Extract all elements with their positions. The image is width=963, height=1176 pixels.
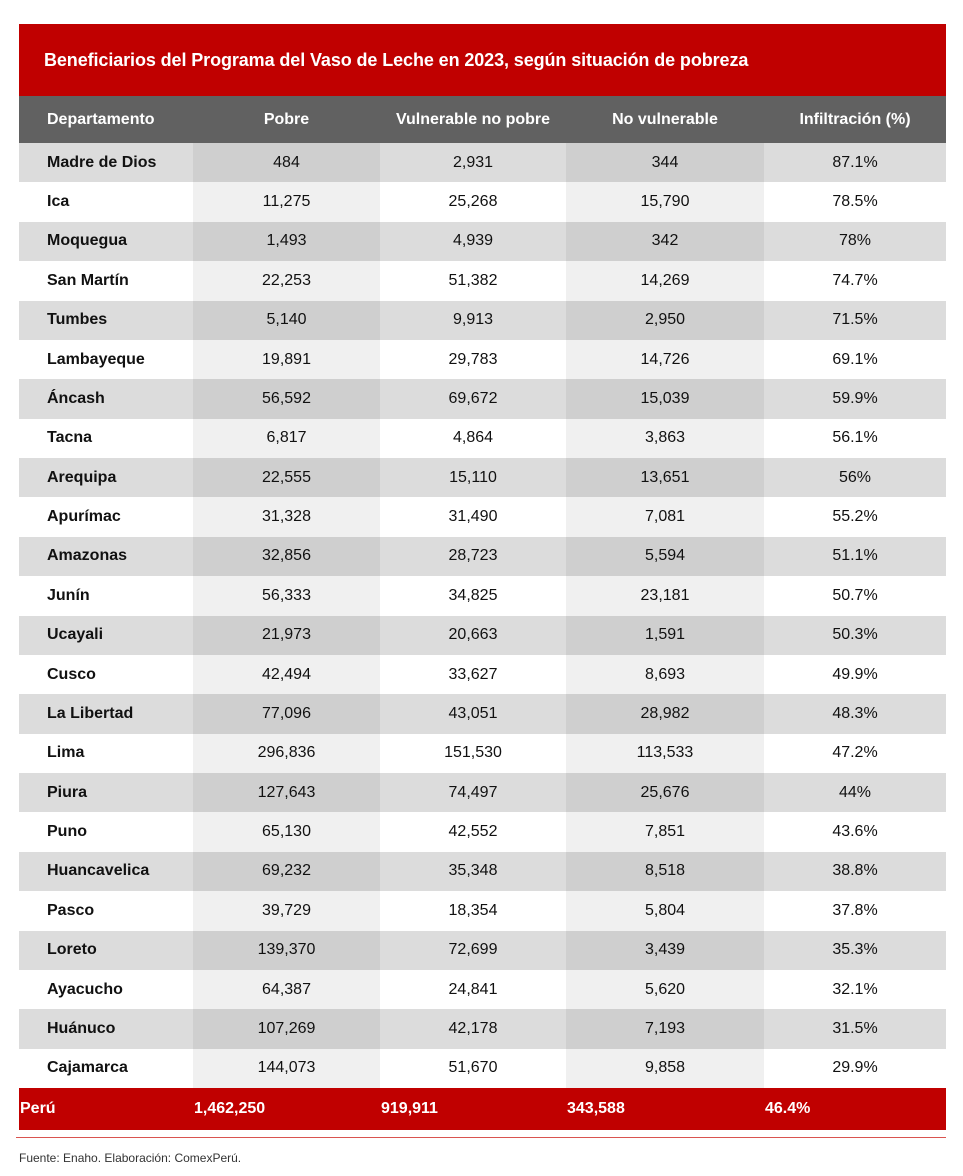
cell-infiltracion: 78.5%	[764, 182, 946, 221]
cell-departamento: Ucayali	[19, 616, 193, 655]
cell-no-vulnerable: 14,726	[566, 340, 764, 379]
cell-no-vulnerable: 5,804	[566, 891, 764, 930]
cell-vulnerable-no-pobre: 4,864	[380, 419, 566, 458]
column-header-vulnerable-no-pobre: Vulnerable no pobre	[380, 96, 566, 143]
cell-pobre: 6,817	[193, 419, 380, 458]
cell-no-vulnerable: 5,594	[566, 537, 764, 576]
cell-departamento: Piura	[19, 773, 193, 812]
cell-no-vulnerable: 5,620	[566, 970, 764, 1009]
cell-departamento: Madre de Dios	[19, 143, 193, 182]
cell-pobre: 139,370	[193, 931, 380, 970]
table-row	[19, 458, 946, 497]
cell-vulnerable-no-pobre: 18,354	[380, 891, 566, 930]
cell-infiltracion: 44%	[764, 773, 946, 812]
cell-vulnerable-no-pobre: 25,268	[380, 182, 566, 221]
cell-pobre: 22,253	[193, 261, 380, 300]
cell-infiltracion: 29.9%	[764, 1049, 946, 1088]
total-label: Perú	[19, 1088, 193, 1130]
cell-infiltracion: 50.7%	[764, 576, 946, 615]
cell-pobre: 107,269	[193, 1009, 380, 1048]
table-figure	[19, 24, 946, 1130]
cell-infiltracion: 56.1%	[764, 419, 946, 458]
cell-infiltracion: 87.1%	[764, 143, 946, 182]
cell-pobre: 69,232	[193, 852, 380, 891]
cell-infiltracion: 35.3%	[764, 931, 946, 970]
column-header-departamento: Departamento	[19, 96, 193, 143]
cell-pobre: 22,555	[193, 458, 380, 497]
cell-no-vulnerable: 344	[566, 143, 764, 182]
cell-vulnerable-no-pobre: 4,939	[380, 222, 566, 261]
table-row	[19, 1049, 946, 1088]
table-row	[19, 379, 946, 418]
cell-no-vulnerable: 342	[566, 222, 764, 261]
cell-infiltracion: 47.2%	[764, 734, 946, 773]
cell-departamento: Ayacucho	[19, 970, 193, 1009]
cell-vulnerable-no-pobre: 2,931	[380, 143, 566, 182]
cell-pobre: 77,096	[193, 694, 380, 733]
cell-no-vulnerable: 1,591	[566, 616, 764, 655]
cell-departamento: Puno	[19, 812, 193, 851]
table-row	[19, 340, 946, 379]
cell-infiltracion: 74.7%	[764, 261, 946, 300]
cell-vulnerable-no-pobre: 72,699	[380, 931, 566, 970]
cell-no-vulnerable: 2,950	[566, 301, 764, 340]
cell-pobre: 144,073	[193, 1049, 380, 1088]
table-title: Beneficiarios del Programa del Vaso de Leche en 2023, según situación de pobreza	[19, 24, 946, 96]
cell-vulnerable-no-pobre: 42,552	[380, 812, 566, 851]
table-row	[19, 143, 946, 182]
cell-vulnerable-no-pobre: 74,497	[380, 773, 566, 812]
data-table	[19, 96, 946, 1130]
cell-pobre: 484	[193, 143, 380, 182]
table-row	[19, 1009, 946, 1048]
cell-infiltracion: 55.2%	[764, 497, 946, 536]
cell-no-vulnerable: 15,039	[566, 379, 764, 418]
cell-pobre: 56,592	[193, 379, 380, 418]
cell-departamento: Tumbes	[19, 301, 193, 340]
column-header-no-vulnerable: No vulnerable	[566, 96, 764, 143]
table-row	[19, 773, 946, 812]
cell-no-vulnerable: 9,858	[566, 1049, 764, 1088]
cell-departamento: Lima	[19, 734, 193, 773]
cell-infiltracion: 32.1%	[764, 970, 946, 1009]
cell-departamento: Tacna	[19, 419, 193, 458]
cell-departamento: Lambayeque	[19, 340, 193, 379]
cell-vulnerable-no-pobre: 24,841	[380, 970, 566, 1009]
source-note: Fuente: Enaho. Elaboración: ComexPerú.	[19, 1151, 242, 1165]
table-row	[19, 182, 946, 221]
cell-vulnerable-no-pobre: 35,348	[380, 852, 566, 891]
cell-vulnerable-no-pobre: 34,825	[380, 576, 566, 615]
total-vulnerable-no-pobre: 919,911	[380, 1088, 566, 1130]
table-row	[19, 497, 946, 536]
cell-no-vulnerable: 8,693	[566, 655, 764, 694]
cell-pobre: 1,493	[193, 222, 380, 261]
cell-departamento: Cusco	[19, 655, 193, 694]
table-row	[19, 931, 946, 970]
footer-divider	[16, 1137, 946, 1138]
cell-pobre: 56,333	[193, 576, 380, 615]
cell-infiltracion: 51.1%	[764, 537, 946, 576]
cell-pobre: 21,973	[193, 616, 380, 655]
cell-vulnerable-no-pobre: 28,723	[380, 537, 566, 576]
cell-departamento: San Martín	[19, 261, 193, 300]
cell-vulnerable-no-pobre: 69,672	[380, 379, 566, 418]
cell-pobre: 31,328	[193, 497, 380, 536]
cell-departamento: Junín	[19, 576, 193, 615]
column-header-infiltracion: Infiltración (%)	[764, 96, 946, 143]
cell-vulnerable-no-pobre: 31,490	[380, 497, 566, 536]
cell-pobre: 32,856	[193, 537, 380, 576]
column-header-pobre: Pobre	[193, 96, 380, 143]
cell-infiltracion: 78%	[764, 222, 946, 261]
cell-no-vulnerable: 7,193	[566, 1009, 764, 1048]
cell-no-vulnerable: 23,181	[566, 576, 764, 615]
cell-departamento: Arequipa	[19, 458, 193, 497]
cell-infiltracion: 56%	[764, 458, 946, 497]
total-row	[19, 1088, 946, 1130]
table-row	[19, 694, 946, 733]
header-row	[19, 96, 946, 143]
cell-vulnerable-no-pobre: 15,110	[380, 458, 566, 497]
cell-departamento: La Libertad	[19, 694, 193, 733]
total-infiltracion: 46.4%	[764, 1088, 946, 1130]
cell-pobre: 65,130	[193, 812, 380, 851]
cell-vulnerable-no-pobre: 33,627	[380, 655, 566, 694]
cell-vulnerable-no-pobre: 20,663	[380, 616, 566, 655]
cell-no-vulnerable: 7,081	[566, 497, 764, 536]
table-body	[19, 143, 946, 1088]
table-row	[19, 655, 946, 694]
cell-departamento: Huánuco	[19, 1009, 193, 1048]
cell-pobre: 19,891	[193, 340, 380, 379]
cell-infiltracion: 31.5%	[764, 1009, 946, 1048]
cell-vulnerable-no-pobre: 43,051	[380, 694, 566, 733]
total-pobre: 1,462,250	[193, 1088, 380, 1130]
cell-infiltracion: 37.8%	[764, 891, 946, 930]
cell-infiltracion: 71.5%	[764, 301, 946, 340]
cell-vulnerable-no-pobre: 51,382	[380, 261, 566, 300]
cell-departamento: Apurímac	[19, 497, 193, 536]
cell-vulnerable-no-pobre: 151,530	[380, 734, 566, 773]
cell-no-vulnerable: 14,269	[566, 261, 764, 300]
cell-departamento: Huancavelica	[19, 852, 193, 891]
total-no-vulnerable: 343,588	[566, 1088, 764, 1130]
cell-pobre: 11,275	[193, 182, 380, 221]
table-row	[19, 734, 946, 773]
cell-departamento: Amazonas	[19, 537, 193, 576]
table-row	[19, 852, 946, 891]
cell-pobre: 42,494	[193, 655, 380, 694]
cell-no-vulnerable: 25,676	[566, 773, 764, 812]
cell-vulnerable-no-pobre: 42,178	[380, 1009, 566, 1048]
cell-infiltracion: 49.9%	[764, 655, 946, 694]
table-row	[19, 891, 946, 930]
table-row	[19, 812, 946, 851]
cell-no-vulnerable: 13,651	[566, 458, 764, 497]
cell-departamento: Cajamarca	[19, 1049, 193, 1088]
cell-no-vulnerable: 3,863	[566, 419, 764, 458]
cell-no-vulnerable: 8,518	[566, 852, 764, 891]
cell-pobre: 296,836	[193, 734, 380, 773]
table-row	[19, 970, 946, 1009]
cell-infiltracion: 48.3%	[764, 694, 946, 733]
table-row	[19, 261, 946, 300]
cell-pobre: 5,140	[193, 301, 380, 340]
cell-departamento: Áncash	[19, 379, 193, 418]
cell-no-vulnerable: 15,790	[566, 182, 764, 221]
cell-pobre: 64,387	[193, 970, 380, 1009]
cell-no-vulnerable: 3,439	[566, 931, 764, 970]
cell-infiltracion: 59.9%	[764, 379, 946, 418]
table-row	[19, 576, 946, 615]
cell-pobre: 127,643	[193, 773, 380, 812]
table-row	[19, 419, 946, 458]
cell-departamento: Pasco	[19, 891, 193, 930]
cell-vulnerable-no-pobre: 51,670	[380, 1049, 566, 1088]
cell-vulnerable-no-pobre: 29,783	[380, 340, 566, 379]
table-row	[19, 616, 946, 655]
cell-no-vulnerable: 7,851	[566, 812, 764, 851]
cell-infiltracion: 38.8%	[764, 852, 946, 891]
cell-departamento: Moquegua	[19, 222, 193, 261]
cell-vulnerable-no-pobre: 9,913	[380, 301, 566, 340]
cell-pobre: 39,729	[193, 891, 380, 930]
cell-departamento: Ica	[19, 182, 193, 221]
cell-no-vulnerable: 28,982	[566, 694, 764, 733]
cell-departamento: Loreto	[19, 931, 193, 970]
table-row	[19, 222, 946, 261]
table-row	[19, 301, 946, 340]
cell-no-vulnerable: 113,533	[566, 734, 764, 773]
cell-infiltracion: 43.6%	[764, 812, 946, 851]
cell-infiltracion: 50.3%	[764, 616, 946, 655]
table-row	[19, 537, 946, 576]
cell-infiltracion: 69.1%	[764, 340, 946, 379]
